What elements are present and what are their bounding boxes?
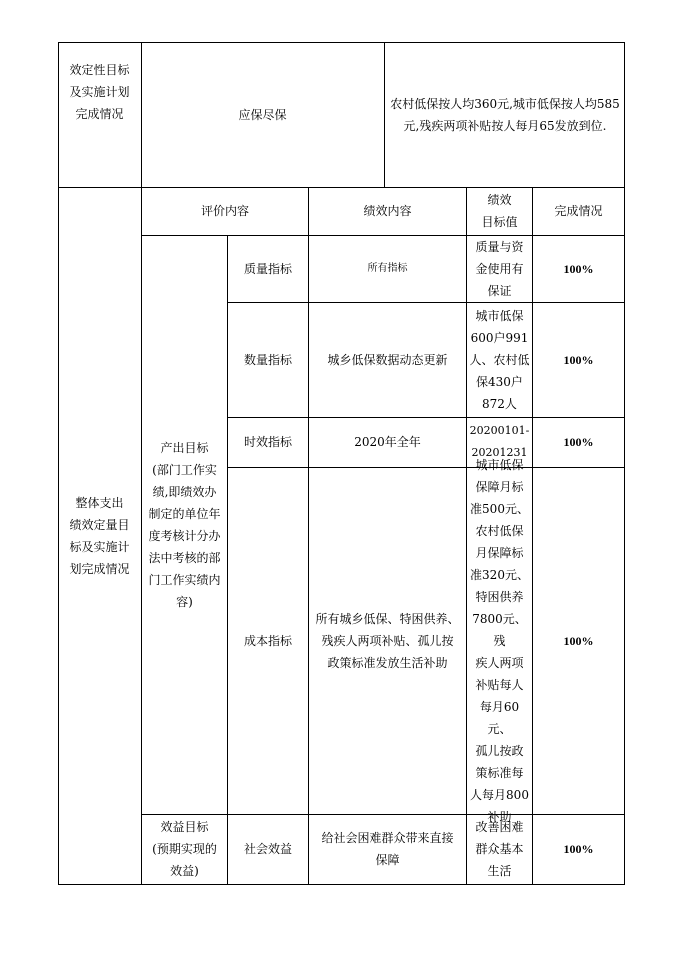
v-line: [384, 42, 385, 188]
content-cell: [309, 302, 466, 417]
output-goal: 产出目标 (部门工作实 绩,即绩效办 制定的单位年 度考核计分办 法中考核的部 门工作实绩内 容): [148, 440, 221, 609]
target-cell: [467, 302, 532, 417]
h-line: [58, 884, 625, 885]
target-cell: [467, 235, 532, 302]
qualitative-target: 应保尽保: [238, 107, 287, 122]
target-text: 质量与资 金使用有 保证: [475, 239, 524, 298]
qualitative-goal-label-cell: [58, 42, 141, 142]
result-text: 100%: [563, 261, 594, 276]
qualitative-completion-cell: [386, 42, 624, 187]
indicator-label: 社会效益: [243, 842, 292, 856]
quantitative-goal-label: 整体支出 绩效定量目 标及实施计 划完成情况: [69, 495, 130, 576]
content-text: 给社会困难群众带来直接 保障: [321, 831, 454, 867]
result-text: 100%: [563, 842, 594, 856]
target-text: 20200101- 20201231: [469, 424, 530, 459]
indicator-cell: [228, 235, 308, 302]
indicator-label: 质量指标: [243, 261, 292, 276]
quantitative-goal-label-cell: [58, 187, 141, 884]
content-cell: [309, 814, 466, 884]
content-cell: [309, 467, 466, 814]
benefit-goal: 效益目标 (预期实现的 效益): [152, 820, 217, 878]
header-eval: 评价内容: [200, 204, 249, 218]
target-text: 城市低保 600户991 人、农村低 保430户 872人: [469, 308, 530, 411]
performance-table: [58, 42, 625, 885]
target-text: 改善困难 群众基本 生活: [475, 820, 524, 878]
result-cell: [533, 302, 624, 417]
content-text: 所有城乡低保、特困供养、 残疾人两项补贴、孤儿按 政策标准发放生活补助: [315, 611, 460, 670]
output-goal-cell: [142, 235, 227, 814]
content-text: 2020年全年: [354, 435, 421, 449]
header-result: 完成情况: [554, 204, 603, 218]
indicator-cell: [228, 417, 308, 467]
result-text: 100%: [563, 352, 594, 367]
indicator-label: 时效指标: [243, 435, 292, 449]
header-target-cell: [467, 187, 532, 235]
indicator-label: 数量指标: [243, 352, 292, 367]
result-cell: [533, 814, 624, 884]
content-cell: [309, 417, 466, 467]
indicator-label: 成本指标: [243, 633, 292, 648]
target-cell: [467, 457, 532, 824]
result-text: 100%: [563, 435, 594, 449]
indicator-cell: [228, 814, 308, 884]
result-cell: [533, 235, 624, 302]
header-target: 绩效 目标值: [481, 193, 518, 229]
result-text: 100%: [563, 633, 594, 648]
qualitative-completion: 农村低保按人均360元,城市低保按人均585元,残疾两项补贴按人每月65发放到位.: [390, 96, 620, 133]
qualitative-target-cell: [141, 42, 384, 187]
header-eval-cell: [142, 187, 308, 235]
indicator-cell: [228, 302, 308, 417]
content-text: 城乡低保数据动态更新: [327, 352, 448, 367]
content-text: 所有指标: [367, 262, 408, 274]
header-perf: 绩效内容: [363, 204, 412, 218]
indicator-cell: [228, 467, 308, 814]
target-cell: [467, 814, 532, 884]
qualitative-goal-label: 效定性目标 及实施计划 完成情况: [69, 63, 130, 121]
benefit-goal-cell: [142, 814, 227, 884]
target-text: 城市低保 保障月标 准500元、 农村低保 月保障标 准320元、 特困供养 7800元、残 疾人两项 补贴每人 每月60元、 孤儿按政 策标准每 人每月800 补助: [470, 457, 529, 824]
v-line: [624, 42, 625, 885]
result-cell: [533, 467, 624, 814]
result-cell: [533, 417, 624, 467]
header-result-cell: [533, 187, 624, 235]
content-cell: [309, 235, 466, 302]
header-perf-cell: [309, 187, 466, 235]
